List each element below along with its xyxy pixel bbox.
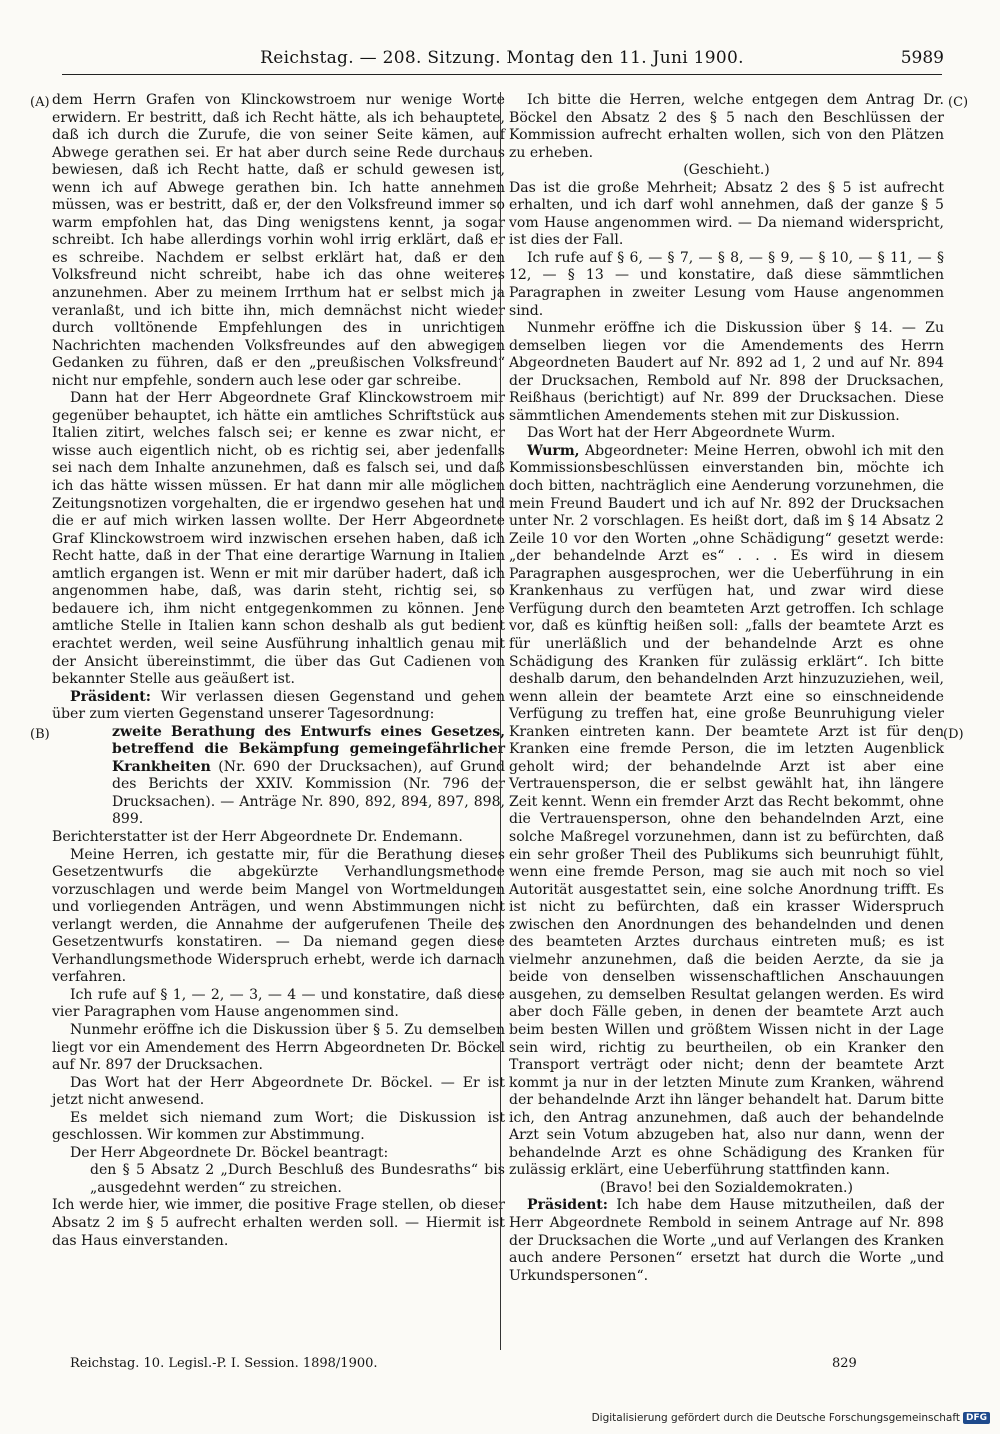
running-title: Reichstag. — 208. Sitzung. Montag den 11. Juni 1900.: [260, 48, 744, 68]
paragraph: Es meldet sich niemand zum Wort; die Diskussion ist geschlossen. Wir kommen zur Abstimmung.: [52, 1109, 505, 1144]
speaker-name: Präsident:: [70, 688, 151, 705]
margin-mark-d: (D): [943, 727, 964, 742]
president-statement: Präsident: Wir verlassen diesen Gegenstand und gehen über zum vierten Gegenstand unserer Tagesordnung:: [52, 688, 505, 723]
stage-direction: (Bravo! bei den Sozialdemokraten.): [600, 1179, 853, 1196]
margin-mark-a: (A): [30, 95, 50, 110]
margin-mark-c: (C): [948, 95, 969, 110]
paragraph: Das ist die große Mehrheit; Absatz 2 des § 5 ist aufrecht erhalten, und ich darf wohl annehmen, daß der ganze § 5 vom Hause angenommen wird. — Da niemand widerspricht, ist dies der Fall.: [509, 179, 944, 249]
stage-direction: (Geschieht.): [683, 162, 770, 179]
motion-text: den § 5 Absatz 2 „Durch Beschluß des Bundesraths“ bis „ausgedehnt werden“ zu streichen.: [90, 1162, 505, 1196]
paragraph: Nunmehr eröffne ich die Diskussion über § 5. Zu demselben liegt vor ein Amendement des Herrn Abgeordneten Dr. Böckel auf Nr. 897 der Drucksachen.: [52, 1021, 505, 1074]
agenda-title: zweite Berathung des Entwurfs eines Gesetzes, betreffend die Bekämpfung gemeingefährlicher Krankheiten: [112, 723, 505, 775]
paragraph: Nunmehr eröffne ich die Diskussion über § 14. — Zu demselben liegen vor die Amendements des Herrn Abgeordneten Baudert auf Nr. 892 ad 1, 2 und auf Nr. 894 der Drucksachen, Rembold auf Nr. 898 der Drucksachen, Reißhaus (berichtigt) auf Nr. 899 der Drucksachen. Diese sämmtlichen Amendements stehen mit zur Diskussion.: [509, 320, 944, 424]
paragraph: Meine Herren, ich gestatte mir, für die Berathung dieses Gesetzentwurfs die abgekürzte Verhandlungsmethode vorzuschlagen und werde beim Mangel von Wortmeldungen und vorliegenden Anträgen, und wenn Abstimmungen nicht verlangt werden, die Annahme der aufgerufenen Theile des Gesetzentwurfs konstatiren. — Da niemand gegen diese Verhandlungsmethode Widerspruch erhebt, werde ich darnach verfahren.: [52, 846, 505, 986]
paragraph: Dann hat der Herr Abgeordnete Graf Klinckowstroem mir gegenüber behauptet, ich hätte ein amtliches Schriftstück aus Italien zitirt, welches falsch sei; er kenne es zwar nicht, er wisse auch eigentlich nicht, ob es richtig sei, aber jedenfalls sei nach dem Inhalte anzunehmen, daß es falsch sei, und daß ich das hätte wissen müssen. Er hat dann mir alle möglichen Zeitungsnotizen vorgehalten, die er irgendwo gesehen hat und die er auf mich wirken lassen wollte. Der Herr Abgeordnete Graf Klinckowstroem wird inzwischen ersehen haben, daß ich Recht hatte, daß in der That eine derartige Warnung in Italien amtlich ergangen ist. Wenn er mit mir darüber hadert, daß ich angenommen habe, daß, was darin steht, richtig sei, so bedauere ich, ihm nicht entgegenkommen zu können. Jene amtliche Stelle in Italien kann schon deshalb als gut bedient erachtet werden, weil seine Ausführung inhaltlich genau mit der Ansicht übereinstimmt, die über das Gut Cadienen von bekannter Stelle aus geäußert ist.: [52, 390, 505, 688]
speaker-name: Wurm,: [527, 442, 580, 459]
speech-wurm: Wurm, Abgeordneter: Meine Herren, obwohl ich mit den Kommissionsbeschlüssen einverstanden bin, möchte ich doch bitten, nachträglich eine Aenderung vorzunehmen, die mein Freund Baudert und ich auf Nr. 892 der Drucksachen unter Nr. 2 vorschlagen. Es heißt dort, daß im § 14 Absatz 2 Zeile 10 vor den Worten „ohne Schädigung“ gesetzt werde: „der behandelnde Arzt es“ . . . Es wird in diesem Paragraphen ausgesprochen, wer die Ueberführung in ein Krankenhaus zu verfügen hat, und zwar wird diese Verfügung durch den beamteten Arzt getroffen. Ich schlage vor, daß es künftig heißen soll: „falls der beamtete Arzt es für unerläßlich und der behandelnde Arzt es ohne Schädigung des Kranken für zulässig erklärt“. Ich bitte deshalb darum, den behandelnden Arzt hinzuzuziehen, weil, wenn allein der beamtete Arzt eine so einschneidende Verfügung zu treffen hat, eine große Beunruhigung vieler Kranken eintreten kann. Der beamtete Arzt ist für den Kranken eine fremde Person, die im letzten Augenblick geholt wird; der behandelnde Arzt ist aber eine Vertrauensperson, die er selbst gewählt hat, ihn längere Zeit kennt. Wenn ein fremder Arzt das Recht bekommt, ohne die Vertrauensperson, ohne den behandelnden Arzt, eine solche Maßregel vorzunehmen, dann ist zu befürchten, daß ein sehr großer Theil des Publikums sich beunruhigt fühlt, wenn eine fremde Person, mag sie auch mit noch so viel Autorität ausgestattet sein, eine solche Anordnung trifft. Es ist nicht zu befürchten, daß ein krasser Widerspruch zwischen den Anordnungen des behandelnden und denen des beamteten Arztes durchaus eintreten muß; es ist vielmehr anzunehmen, daß die beiden Aerzte, da sie ja beide von denselben wissenschaftlichen Anschauungen ausgehen, zu demselben Resultat gelangen werden. Es wird aber doch Fälle geben, in denen der beamtete Arzt auch beim besten Willen und größtem Wissen nicht in der Lage sein wird, richtig zu beurtheilen, ob ein Kranker den Transport verträgt oder nicht; denn der beamtete Arzt kommt ja nur in der letzten Minute zum Kranken, während der behandelnde Arzt ihn länger behandelt hat. Darum bitte ich, den Antrag anzunehmen, daß auch der behandelnde Arzt sein Votum abzugeben hat, also nur dann, wenn der behandelnde Arzt es ohne Schädigung des Kranken für zulässig erklärt, eine Ueberführung stattfinden kann.: [509, 442, 944, 1179]
footer-sheet-number: 829: [832, 1356, 857, 1371]
paragraph: dem Herrn Grafen von Klinckowstroem nur wenige Worte erwidern. Er bestritt, daß ich Recht hätte, als ich behauptete, daß ich durch die Zurufe, die von seiner Seite kämen, auf Abwege gerathen sei. Er hat aber durch seine Rede durchaus bewiesen, daß ich Recht hatte, daß er schuld gewesen ist, wenn ich auf Abwege gerathen bin. Ich hatte annehmen müssen, was er bestritt, daß er, der den Volksfreund immer so warm empfohlen hat, das Ding wenigstens kennt, ja sogar schreibt. Ich habe allerdings vorhin wohl irrig erklärt, daß er es schreibe. Nachdem er selbst erklärt hat, daß er den Volksfreund nicht schreibt, habe ich das ohne weiteres anzunehmen. Aber zu meinem Irrthum hat er selbst mich ja veranlaßt, und ich bitte ihn, mich demnächst nicht wieder durch volltönende Empfehlungen des in unrichtigen Nachrichten machenden Volksfreundes auf den abwegigen Gedanken zu führen, daß er den „preußischen Volksfreund“ nicht nur empfehle, sondern auch lese oder gar schreibe.: [52, 92, 505, 389]
president-statement: Präsident: Ich habe dem Hause mitzutheilen, daß der Herr Abgeordnete Rembold in seinem Antrage auf Nr. 898 der Drucksachen die Worte „und auf Verlangen des Kranken auch andere Personen“ ersetzt hat durch die Worte „und Urkundspersonen“.: [509, 1197, 944, 1284]
column-rule: [500, 92, 501, 1350]
credit-text: Digitalisierung gefördert durch die Deutsche Forschungsgemeinschaft: [591, 1412, 960, 1424]
margin-mark-b: (B): [30, 727, 50, 742]
agenda-item: zweite Berathung des Entwurfs eines Gesetzes, betreffend die Bekämpfung gemeingefährlicher Krankheiten (Nr. 690 der Drucksachen), auf Grund des Berichts der XXIV. Kommission (Nr. 796 der Drucksachen). — Anträge Nr. 890, 892, 894, 897, 898, 899.: [112, 723, 505, 828]
paragraph: Ich werde hier, wie immer, die positive Frage stellen, ob dieser Absatz 2 im § 5 aufrecht erhalten werden soll. — Hiermit ist das Haus einverstanden.: [52, 1197, 505, 1249]
right-column: [509, 92, 944, 1285]
running-header: [62, 44, 942, 75]
paragraph: Ich rufe auf § 1, — 2, — 3, — 4 — und konstatire, daß diese vier Paragraphen vom Hause angenommen sind.: [52, 986, 505, 1021]
digitization-credit: [592, 1412, 990, 1424]
speaker-name: Präsident:: [527, 1197, 608, 1214]
paragraph: Ich bitte die Herren, welche entgegen dem Antrag Dr. Böckel den Absatz 2 des § 5 nach den Beschlüssen der Kommission aufrecht erhalten wollen, sich von den Plätzen zu erheben.: [509, 92, 944, 161]
paragraph: Der Herr Abgeordnete Dr. Böckel beantragt:: [70, 1144, 389, 1161]
paragraph: Berichterstatter ist der Herr Abgeordnete Dr. Endemann.: [52, 828, 463, 845]
left-column: [52, 92, 505, 1250]
paragraph: Ich rufe auf § 6, — § 7, — § 8, — § 9, — § 10, — § 11, — § 12, — § 13 — und konstatire, daß diese sämmtlichen Paragraphen in zweiter Lesung vom Hause angenommen sind.: [509, 249, 944, 319]
page-number: 5989: [900, 48, 944, 68]
footer-session-info: Reichstag. 10. Legisl.-P. I. Session. 1898/1900.: [70, 1356, 378, 1371]
paragraph: Das Wort hat der Herr Abgeordnete Dr. Böckel. — Er ist jetzt nicht anwesend.: [52, 1074, 505, 1109]
dfg-logo: DFG: [963, 1412, 990, 1424]
paragraph: Das Wort hat der Herr Abgeordnete Wurm.: [527, 425, 836, 442]
